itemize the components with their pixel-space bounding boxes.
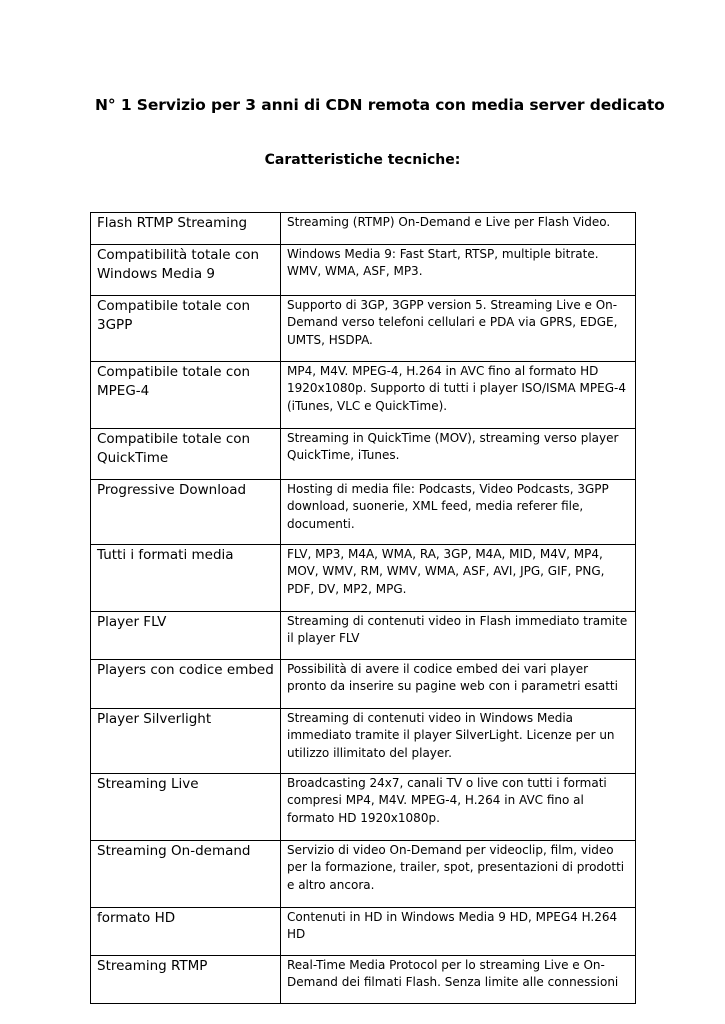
feature-description: Possibilità di avere il codice embed dei vari player pronto da inserire su pagine web con i parametri esatti bbox=[287, 662, 618, 694]
feature-description: FLV, MP3, M4A, WMA, RA, 3GP, M4A, MID, M4V, MP4, MOV, WMV, RM, WMV, WMA, ASF, AVI, JPG, GIF, PNG, PDF, DV, MP2, MPG. bbox=[287, 547, 605, 596]
feature-description: Hosting di media file: Podcasts, Video Podcasts, 3GPP download, suonerie, XML feed, media referer file, documenti. bbox=[287, 482, 609, 531]
feature-label: Compatibilità totale con Windows Media 9 bbox=[97, 247, 260, 282]
page-title: N° 1 Servizio per 3 anni di CDN remota con media server dedicato bbox=[95, 96, 665, 114]
feature-description: Streaming di contenuti video in Windows Media immediato tramite il player SilverLight. Licenze per un utilizzo illimitato del player. bbox=[287, 711, 615, 760]
feature-cell bbox=[91, 429, 281, 480]
description-cell bbox=[281, 213, 636, 245]
feature-label: Player FLV bbox=[97, 614, 167, 630]
feature-cell bbox=[91, 660, 281, 709]
description-cell bbox=[281, 841, 636, 908]
feature-description: Contenuti in HD in Windows Media 9 HD, MPEG4 H.264 HD bbox=[287, 910, 618, 942]
feature-label: Tutti i formati media bbox=[97, 547, 234, 563]
feature-label: formato HD bbox=[97, 910, 176, 926]
table-row bbox=[91, 612, 636, 660]
table-row bbox=[91, 429, 636, 480]
feature-label: Progressive Download bbox=[97, 482, 247, 498]
feature-description: Servizio di video On-Demand per videoclip, film, video per la formazione, trailer, spot, presentazioni di prodotti e altro ancora. bbox=[287, 843, 625, 892]
feature-cell bbox=[91, 841, 281, 908]
feature-cell bbox=[91, 213, 281, 245]
feature-label: Players con codice embed bbox=[97, 662, 274, 678]
feature-description: Supporto di 3GP, 3GPP version 5. Streaming Live e On-Demand verso telefoni cellulari e PDA via GPRS, EDGE, UMTS, HSDPA. bbox=[287, 298, 618, 347]
section-subtitle: Caratteristiche tecniche: bbox=[264, 152, 461, 168]
feature-label: Flash RTMP Streaming bbox=[97, 215, 248, 231]
specs-table bbox=[90, 212, 636, 1004]
feature-description: Windows Media 9: Fast Start, RTSP, multiple bitrate. WMV, WMA, ASF, MP3. bbox=[287, 247, 599, 279]
feature-description: Streaming in QuickTime (MOV), streaming verso player QuickTime, iTunes. bbox=[287, 431, 619, 463]
feature-label: Streaming On-demand bbox=[97, 843, 251, 859]
feature-cell bbox=[91, 296, 281, 362]
table-row bbox=[91, 213, 636, 245]
description-cell bbox=[281, 545, 636, 612]
feature-cell bbox=[91, 774, 281, 841]
table-row bbox=[91, 774, 636, 841]
description-cell bbox=[281, 709, 636, 774]
description-cell bbox=[281, 908, 636, 956]
table-row bbox=[91, 908, 636, 956]
description-cell bbox=[281, 612, 636, 660]
feature-label: Compatibile totale con MPEG-4 bbox=[97, 364, 251, 399]
feature-cell bbox=[91, 956, 281, 1004]
feature-cell bbox=[91, 612, 281, 660]
feature-description: Real-Time Media Protocol per lo streaming Live e On-Demand dei filmati Flash. Senza limite alle connessioni bbox=[287, 958, 619, 990]
description-cell bbox=[281, 429, 636, 480]
feature-label: Compatibile totale con 3GPP bbox=[97, 298, 251, 333]
table-row bbox=[91, 362, 636, 429]
feature-cell bbox=[91, 545, 281, 612]
feature-cell bbox=[91, 480, 281, 545]
feature-label: Compatibile totale con QuickTime bbox=[97, 431, 251, 466]
feature-cell bbox=[91, 362, 281, 429]
table-row bbox=[91, 245, 636, 296]
table-row bbox=[91, 296, 636, 362]
feature-label: Player Silverlight bbox=[97, 711, 212, 727]
table-row bbox=[91, 480, 636, 545]
table-row bbox=[91, 709, 636, 774]
feature-cell bbox=[91, 908, 281, 956]
feature-description: Streaming di contenuti video in Flash immediato tramite il player FLV bbox=[287, 614, 628, 646]
feature-cell bbox=[91, 245, 281, 296]
table-row bbox=[91, 841, 636, 908]
description-cell bbox=[281, 245, 636, 296]
table-row bbox=[91, 545, 636, 612]
feature-description: Broadcasting 24x7, canali TV o live con tutti i formati compresi MP4, M4V. MPEG-4, H.264 in AVC fino al formato HD 1920x1080p. bbox=[287, 776, 607, 825]
description-cell bbox=[281, 296, 636, 362]
table-row bbox=[91, 660, 636, 709]
description-cell bbox=[281, 660, 636, 709]
table-row bbox=[91, 956, 636, 1004]
description-cell bbox=[281, 480, 636, 545]
feature-cell bbox=[91, 709, 281, 774]
feature-label: Streaming Live bbox=[97, 776, 199, 792]
description-cell bbox=[281, 774, 636, 841]
description-cell bbox=[281, 362, 636, 429]
feature-label: Streaming RTMP bbox=[97, 958, 208, 974]
feature-description: MP4, M4V. MPEG-4, H.264 in AVC fino al formato HD 1920x1080p. Supporto di tutti i player ISO/ISMA MPEG-4 (iTunes, VLC e QuickTime). bbox=[287, 364, 626, 413]
description-cell bbox=[281, 956, 636, 1004]
feature-description: Streaming (RTMP) On-Demand e Live per Flash Video. bbox=[287, 215, 611, 229]
